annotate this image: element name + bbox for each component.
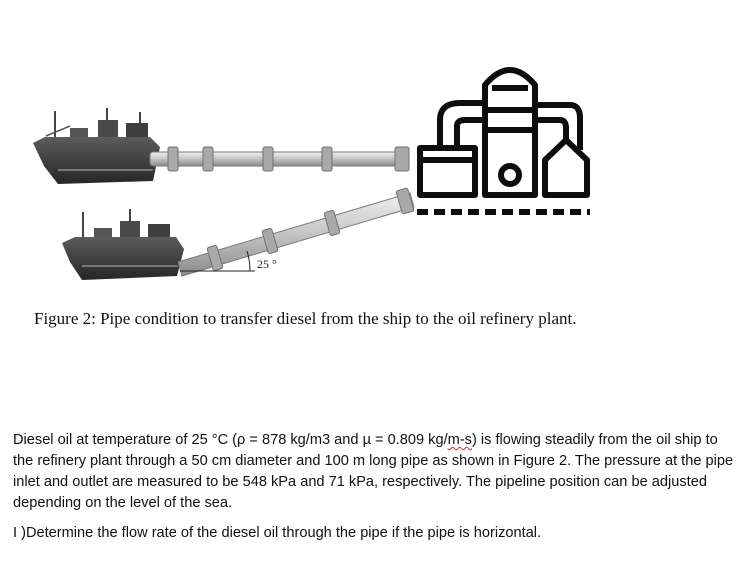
figure-caption: Figure 2: Pipe condition to transfer diesel from the ship to the oil refinery plant. <box>34 309 577 328</box>
lower-ship <box>62 209 184 280</box>
horizontal-pipe <box>150 147 409 171</box>
angle-label: 25 ° <box>257 257 277 271</box>
problem-statement <box>13 430 738 544</box>
question-i: I )Determine the flow rate of the diesel oil through the pipe if the pipe is horizontal. <box>13 525 542 541</box>
spellcheck-flagged-unit: m-s <box>447 432 472 448</box>
inclined-pipe <box>178 188 414 276</box>
refinery-icon <box>417 70 590 212</box>
problem-text-part-2: ) is flowing steadily from the oil ship to the refinery plant through a 50 cm diameter and 100 m long pipe as shown in Figure 2. The pressure at the pipe inlet and outlet are measured to be 548 kPa and 71 kPa, respectively. The pipeline position can be adjusted depending on the level of the sea. <box>13 432 734 511</box>
problem-text-part-1: Diesel oil at temperature of 25 °C (ρ = 878 kg/m3 and µ = 0.809 kg/ <box>13 432 448 448</box>
upper-ship <box>33 108 160 184</box>
problem-paragraph <box>13 430 738 514</box>
